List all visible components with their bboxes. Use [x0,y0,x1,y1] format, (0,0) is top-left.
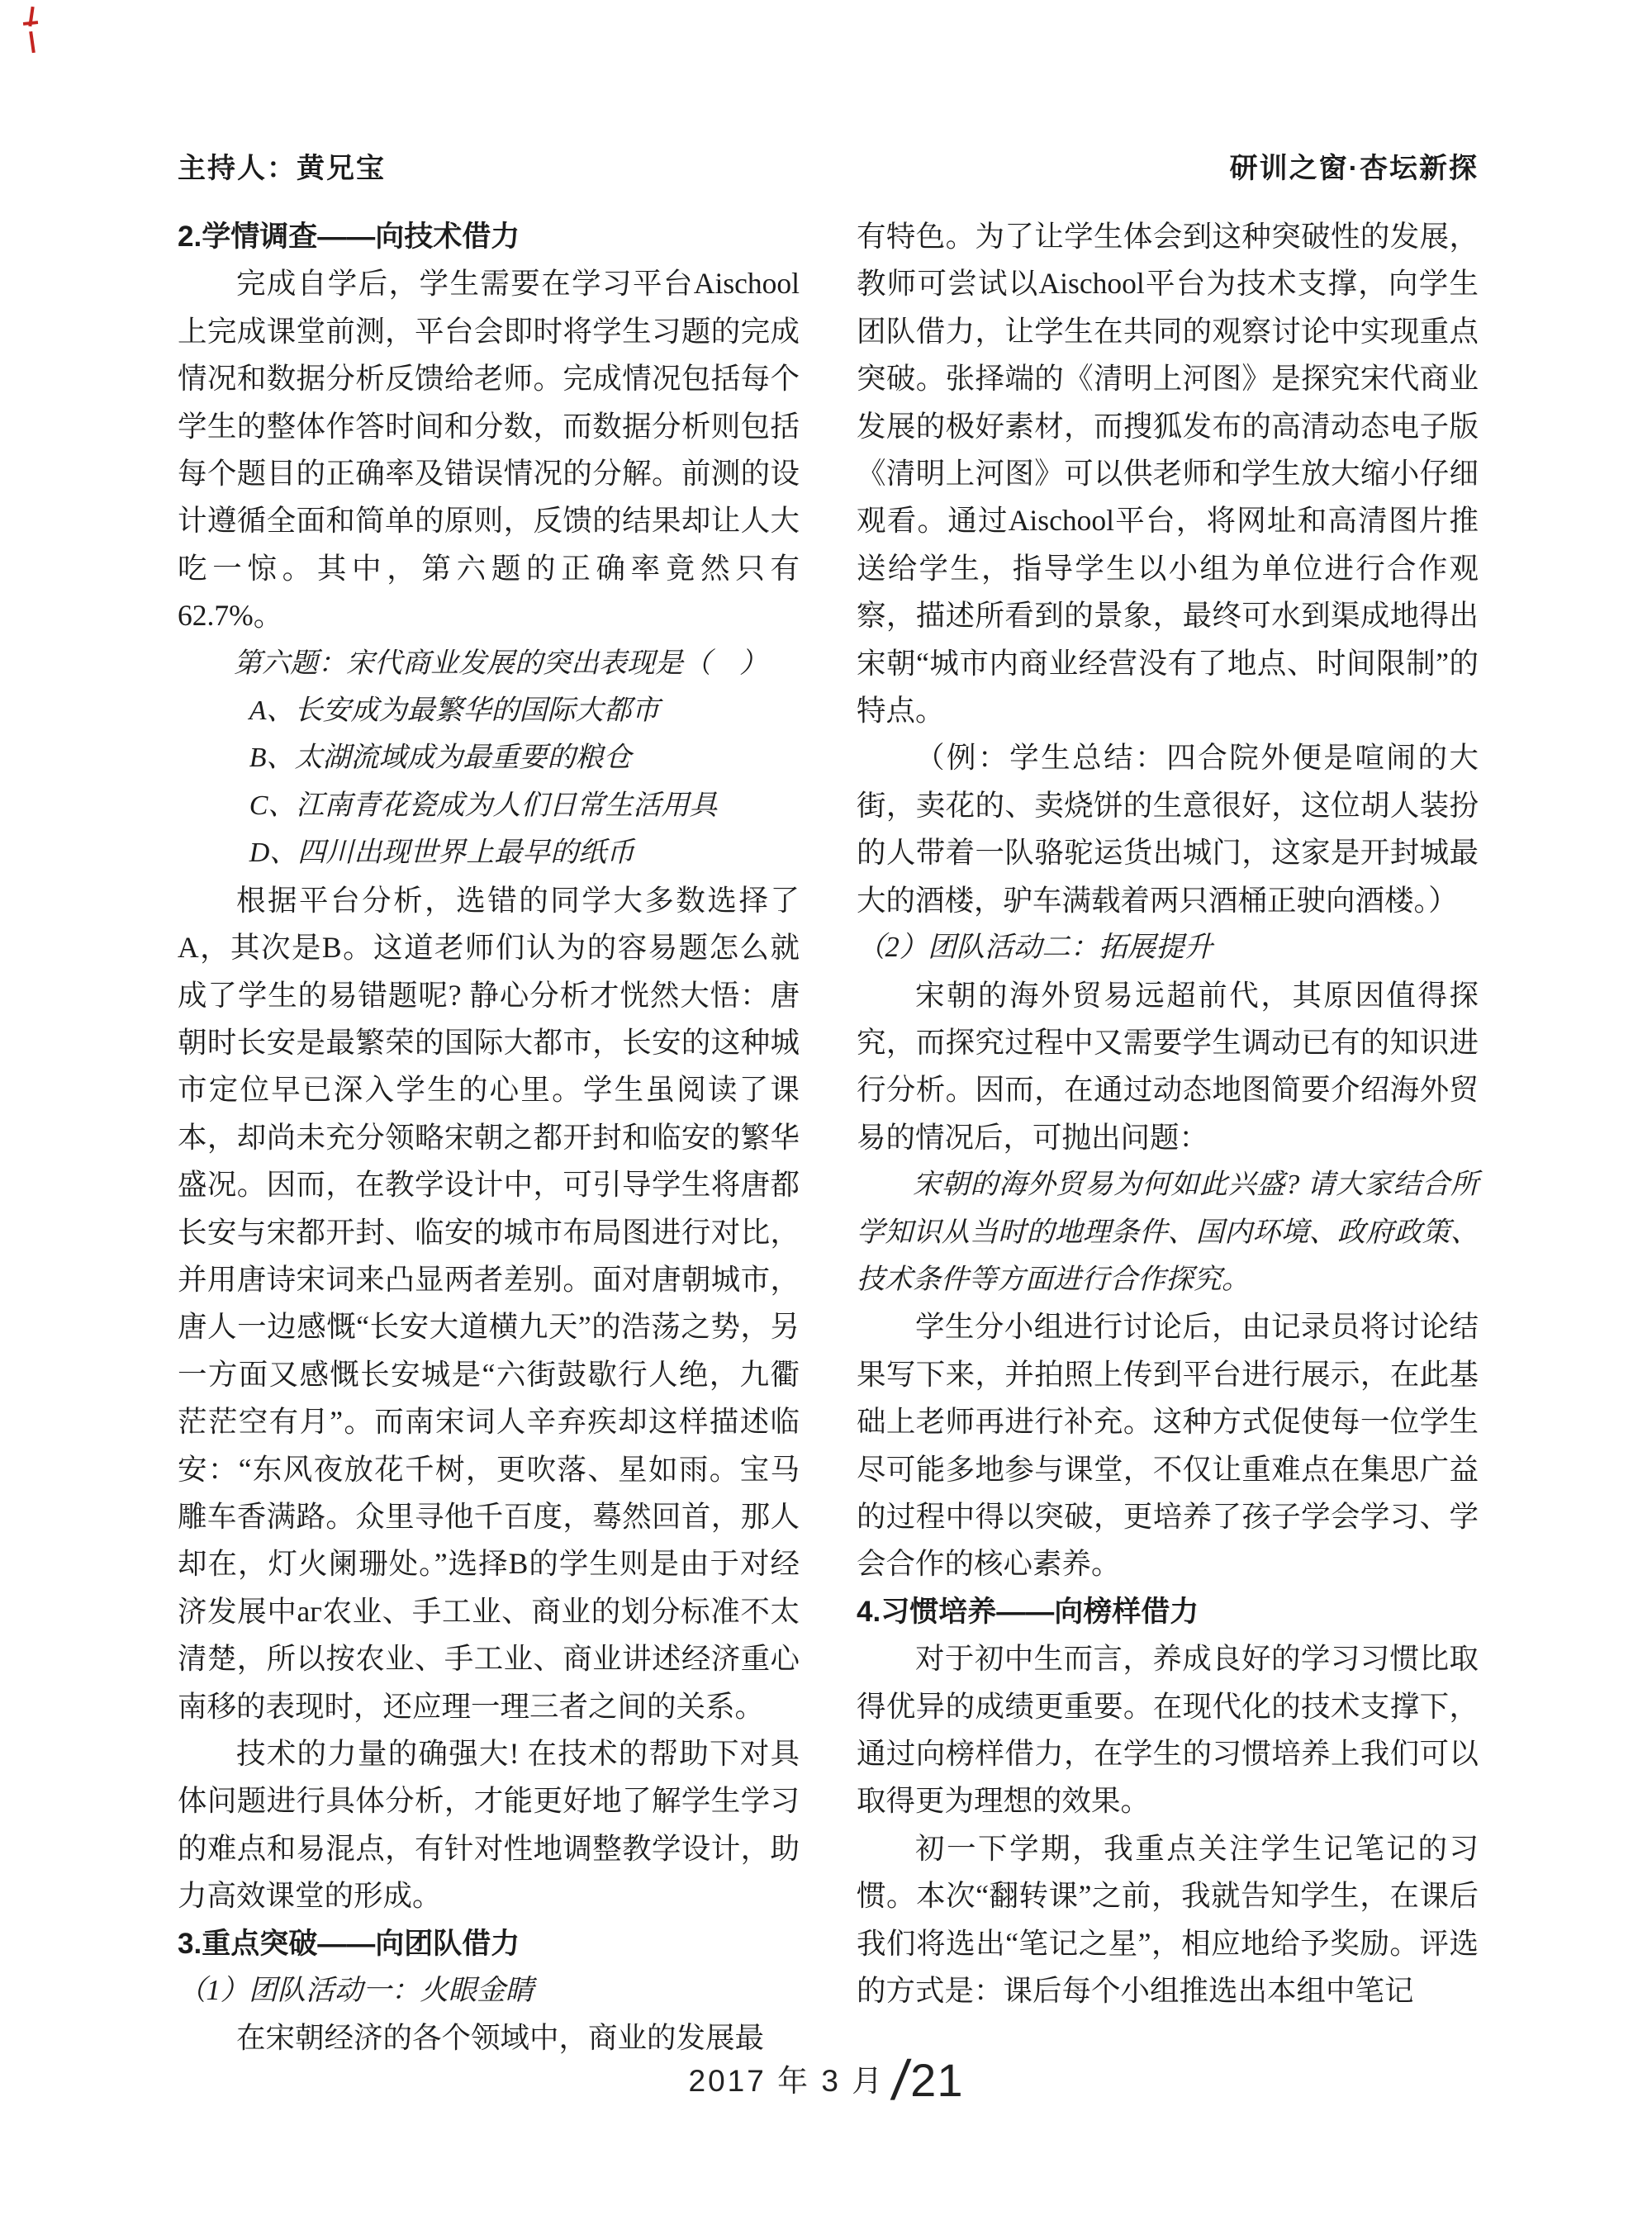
footer-slash: / [888,2049,914,2112]
paragraph: 完成自学后，学生需要在学习平台Aischool上完成课堂前测，平台会即时将学生习题的完成情况和数据分析反馈给老师。完成情况包括每个学生的整体作答时间和分数，而数据分析则包括每个题目的正确率及错误情况的分解。前测的设计遵循全面和简单的原则，反馈的结果却让人大吃一惊。其中，第六题的正确率竟然只有62.7%。 [178,267,800,633]
header-section-title: 研训之窗·杏坛新探 [1229,153,1479,184]
footer-page-number: 21 [910,2054,964,2106]
inquiry-question: 宋朝的海外贸易为何如此兴盛? 请大家结合所学知识从当时的地理条件、国内环境、政府政策、技术条件等方面进行合作探究。 [857,1169,1479,1295]
sub-heading-activity-2: （2）团队活动二：拓展提升 [857,932,1213,964]
quiz-option-d: D、四川出现世界上最早的纸币 [249,837,635,869]
quiz-option-c: C、江南青花瓷成为人们日常生活用具 [249,790,718,821]
example-note: （例：学生总结：四合院外便是喧闹的大街，卖花的、卖烧饼的生意很好，这位胡人装扮的人带着一队骆驼运货出城门，这家是开封城最大的酒楼，驴车满载着两只酒桶正驶向酒楼。） [857,741,1479,917]
quiz-question: 第六题：宋代商业发展的突出表现是（ ） [234,648,767,679]
paragraph: 初一下学期，我重点关注学生记笔记的习惯。本次“翻转课”之前，我就告知学生，在课后我们将选出“笔记之星”，相应地给予奖励。评选的方式是：课后每个小组推选出本组中笔记 [857,1831,1479,2008]
paragraph: 有特色。为了让学生体会到这种突破性的发展，教师可尝试以Aischool平台为技术支撑，向学生团队借力，让学生在共同的观察讨论中实现重点突破。张择端的《清明上河图》是探究宋代商业发展的极好素材，而搜狐发布的高清动态电子版《清明上河图》可以供老师和学生放大缩小仔细观看。通过Aischool平台，将网址和高清图片推送给学生，指导学生以小组为单位进行合作观察，描述所看到的景象，最终可水到渠成地得出宋朝“城市内商业经营没有了地点、时间限制”的特点。 [857,220,1479,728]
paragraph: 根据平台分析，选错的同学大多数选择了A，其次是B。这道老师们认为的容易题怎么就成了学生的易错题呢? 静心分析才恍然大悟：唐朝时长安是最繁荣的国际大都市，长安的这种城市定位早已深入学生的心里。学生虽阅读了课本，却尚未充分领略宋朝之都开封和临安的繁华盛况。因而，在教学设计中，可引导学生将唐都长安与宋都开封、临安的城市布局图进行对比，并用唐诗宋词来凸显两者差别。面对唐朝城市，唐人一边感慨“长安大道横九天”的浩荡之势，另一方面又感慨长安城是“六街鼓歇行人绝，九衢茫茫空有月”。而南宋词人辛弃疾却这样描述临安：“东风夜放花千树，更吹落、星如雨。宝马雕车香满路。众里寻他千百度，蓦然回首，那人却在，灯火阑珊处。”选择B的学生则是由于对经济发展中аг农业、手工业、商业的划分标准不太清楚，所以按农业、手工业、商业讲述经济重心南移的表现时，还应理一理三者之间的关系。 [178,883,800,1723]
left-column [178,213,800,2062]
section-heading-3: 3.重点突破——向团队借力 [178,1927,520,1960]
quiz-option-b: B、太湖流域成为最重要的粮仓 [249,742,632,774]
red-edge-mark [21,7,43,55]
header-moderator: 主持人：黄兄宝 [178,153,386,184]
paragraph: 技术的力量的确强大! 在技术的帮助下对具体问题进行具体分析，才能更好地了解学生学习的难点和易混点，有针对性地调整教学设计，助力高效课堂的形成。 [178,1737,800,1913]
right-column [857,213,1479,2014]
page-header [178,145,1479,186]
sub-heading-activity-1: （1）团队活动一：火眼金睛 [178,1975,534,2007]
paragraph: 宋朝的海外贸易远超前代，其原因值得探究，而探究过程中又需要学生调动已有的知识进行分析。因而，在通过动态地图简要介绍海外贸易的情况后，可抛出问题： [857,978,1479,1154]
paragraph: 在宋朝经济的各个领域中，商业的发展最 [236,2021,765,2055]
quiz-option-a: A、长安成为最繁华的国际大都市 [249,695,660,727]
paragraph: 对于初中生而言，养成良好的学习习惯比取得优异的成绩更重要。在现代化的技术支撑下，通过向榜样借力，在学生的习惯培养上我们可以取得更为理想的效果。 [857,1642,1479,1818]
page-footer [0,2049,1652,2112]
paragraph: 学生分小组进行讨论后，由记录员将讨论结果写下来，并拍照上传到平台进行展示，在此基础上老师再进行补充。这种方式促使每一位学生尽可能多地参与课堂，不仅让重难点在集思广益的过程中得以突破，更培养了孩子学会学习、学会合作的核心素养。 [857,1310,1479,1581]
section-heading-4: 4.习惯培养——向榜样借力 [857,1595,1199,1628]
footer-date: 2017 年 3 月 [688,2064,885,2098]
section-heading-2: 2.学情调查——向技术借力 [178,221,520,253]
